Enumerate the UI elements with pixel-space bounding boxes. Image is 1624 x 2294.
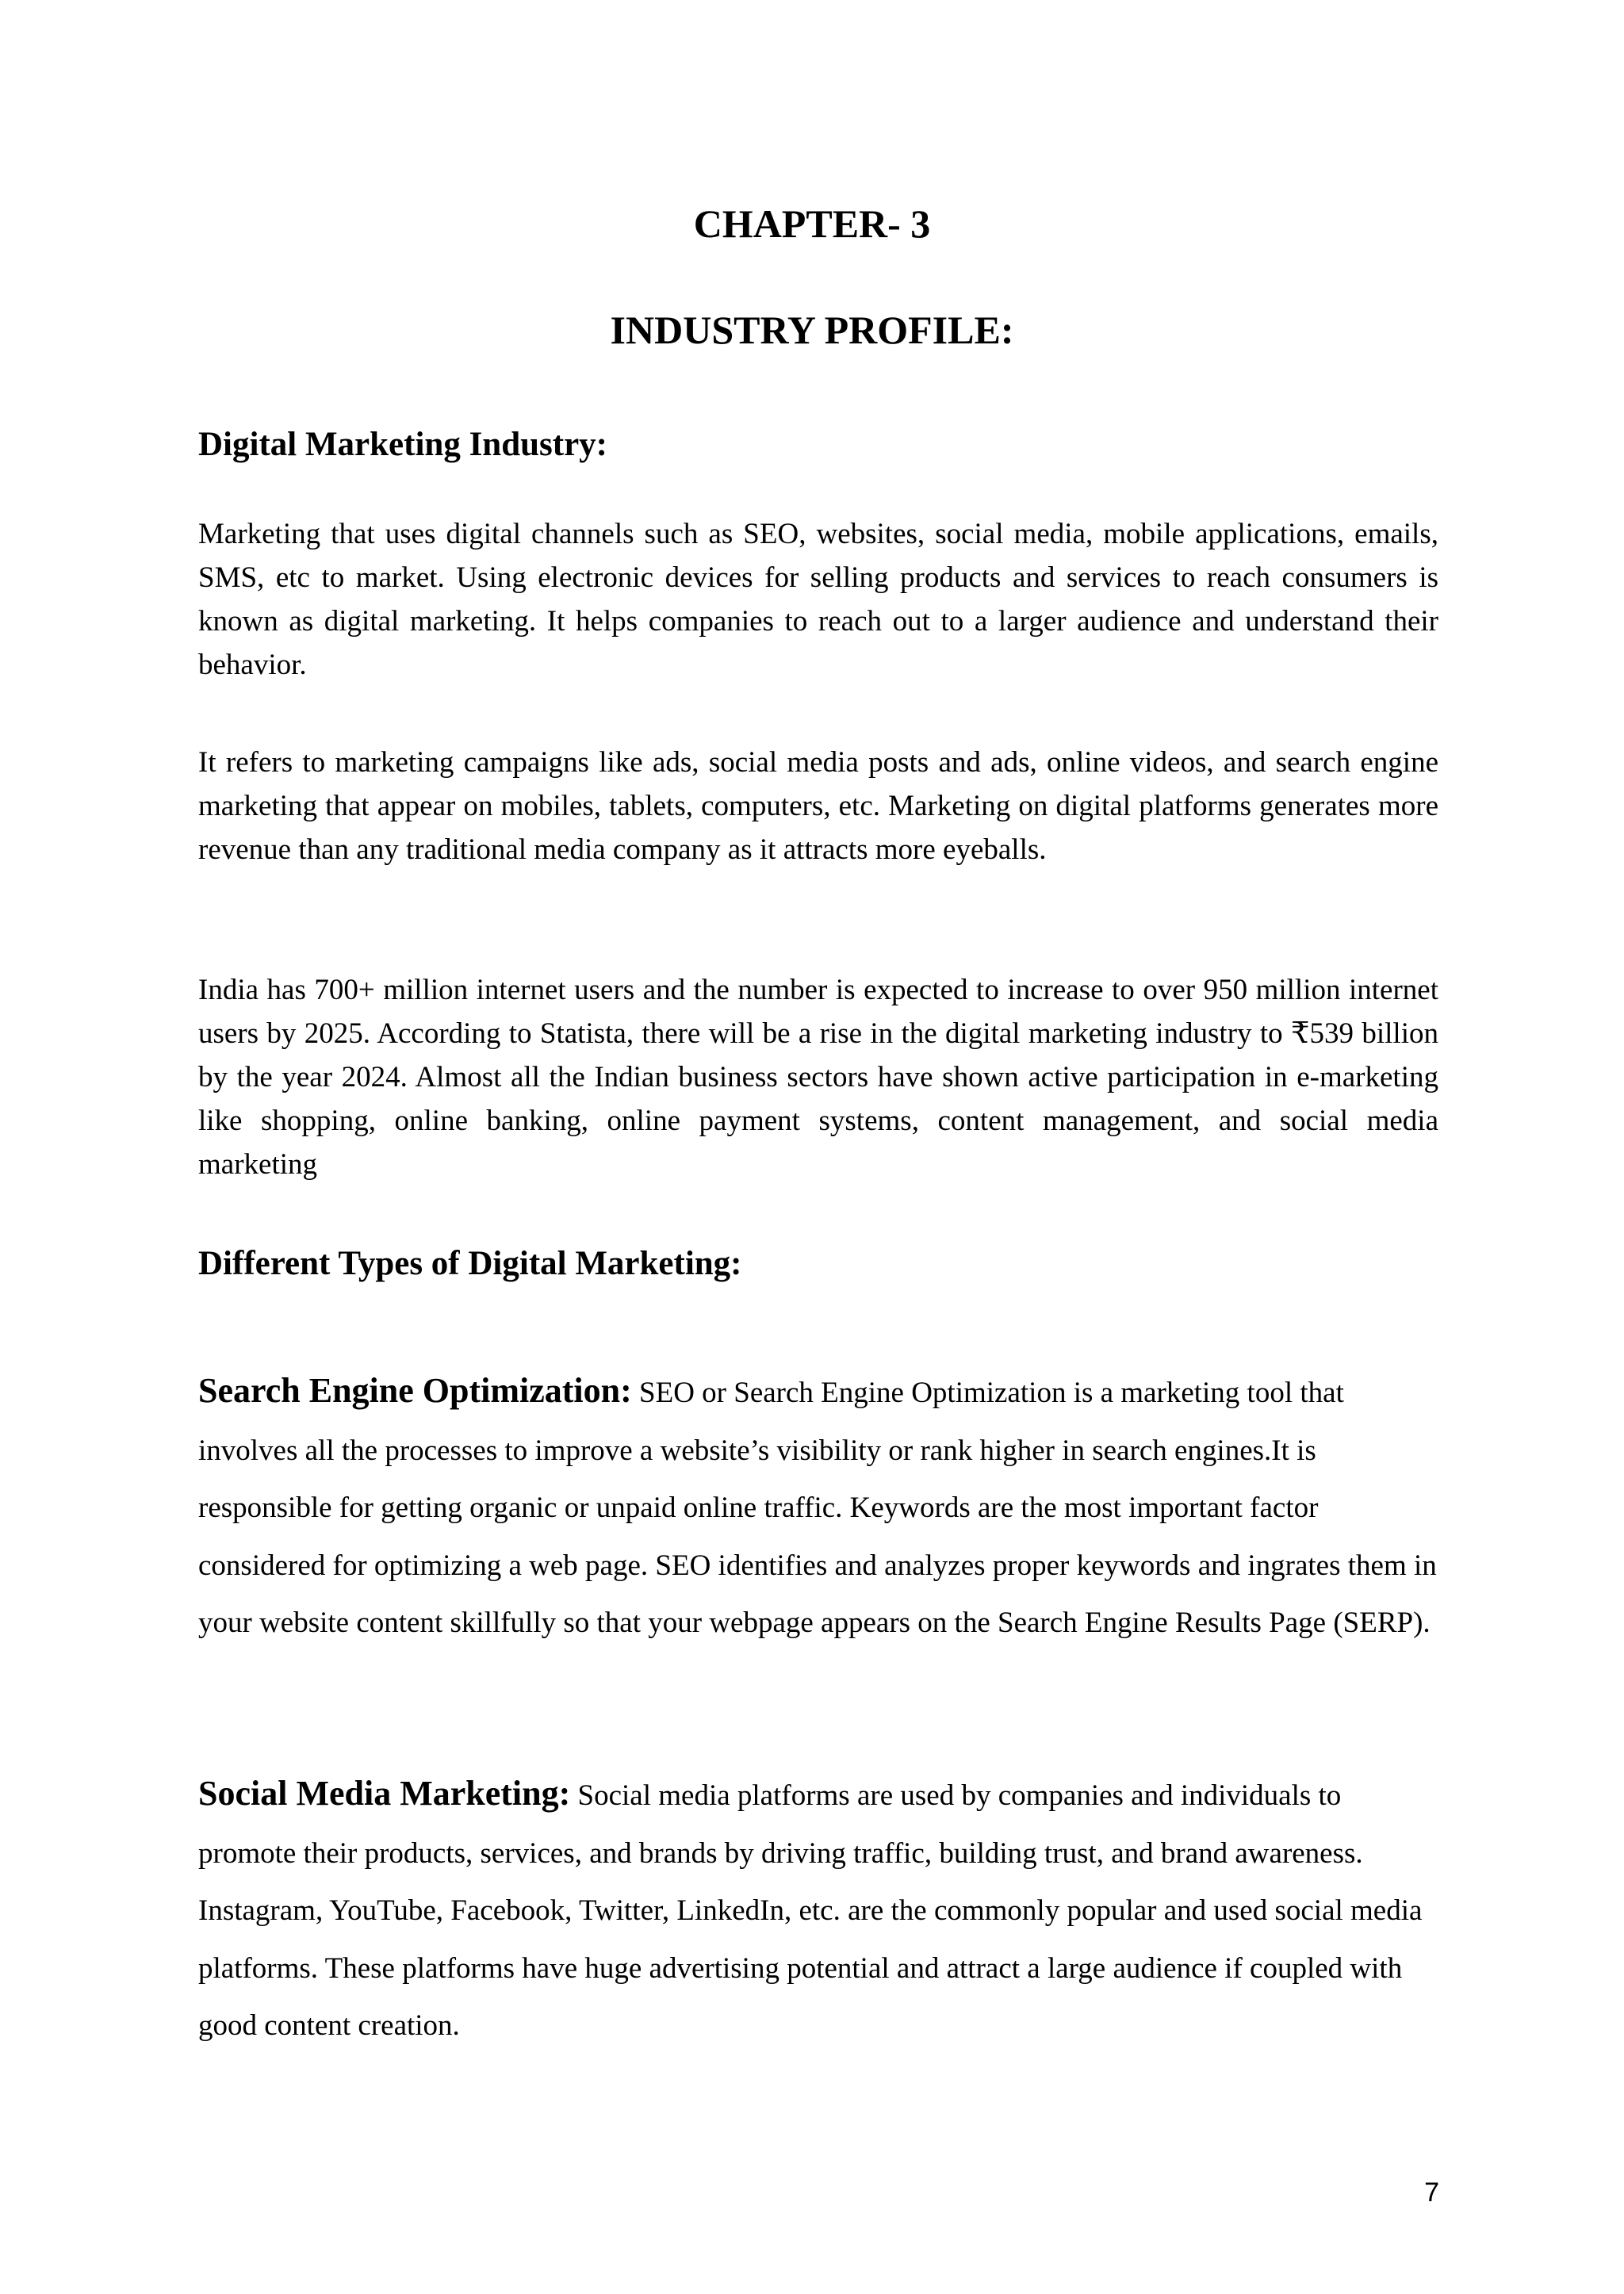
chapter-title: CHAPTER- 3 — [693, 201, 931, 246]
industry-paragraph-1: Marketing that uses digital channels such as SEO, websites, social media, mobile applications, emails, SMS, etc to market. Using electronic devices for selling products and services to reach consumers is known as digital marketing. It helps companies to reach out to a larger audience and understand their behavior. — [198, 518, 1438, 681]
types-of-digital-marketing-heading: Different Types of Digital Marketing: — [198, 1245, 742, 1282]
social-media-marketing-term: Social Media Marketing: — [198, 1774, 571, 1813]
section-title: INDUSTRY PROFILE: — [610, 308, 1014, 352]
seo-description: SEO or Search Engine Optimization is a marketing tool that involves all the processes to improve a website’s visibility or rank higher in search engines.It is responsible for getting organic or unpaid online traffic. Keywords are the most important factor considered for optimizing a web page. SEO identifies and analyzes proper keywords and ingrates them in your website content skillfully so that your webpage appears on the Search Engine Results Page (SERP). — [198, 1377, 1437, 1639]
social-media-marketing-description: Social media platforms are used by companies and individuals to promote their products, services, and brands by driving traffic, building trust, and brand awareness. Instagram, YouTube, Facebook, Twitter, LinkedIn, etc. are the commonly popular and used social media platforms. These platforms have huge advertising potential and attract a large audience if coupled with good content creation. — [198, 1779, 1423, 2042]
social-media-marketing-paragraph — [198, 1765, 1438, 2055]
seo-paragraph — [198, 1362, 1438, 1653]
industry-paragraph-2: It refers to marketing campaigns like ads, social media posts and ads, online videos, and search engine marketing that appear on mobiles, tablets, computers, etc. Marketing on digital platforms generates more revenue than any traditional media company as it attracts more eyeballs. — [198, 746, 1438, 866]
digital-marketing-industry-heading: Digital Marketing Industry: — [198, 426, 607, 463]
industry-paragraph-3: India has 700+ million internet users and the number is expected to increase to over 950 million internet users by 2025. According to Statista, there will be a rise in the digital marketing industry to ₹539 billion by the year 2024. Almost all the Indian business sectors have shown active participation in e-marketing like shopping, online banking, online payment systems, content management, and social media marketing — [198, 974, 1438, 1181]
seo-term: Search Engine Optimization: — [198, 1371, 632, 1410]
page-number: 7 — [1424, 2177, 1439, 2208]
